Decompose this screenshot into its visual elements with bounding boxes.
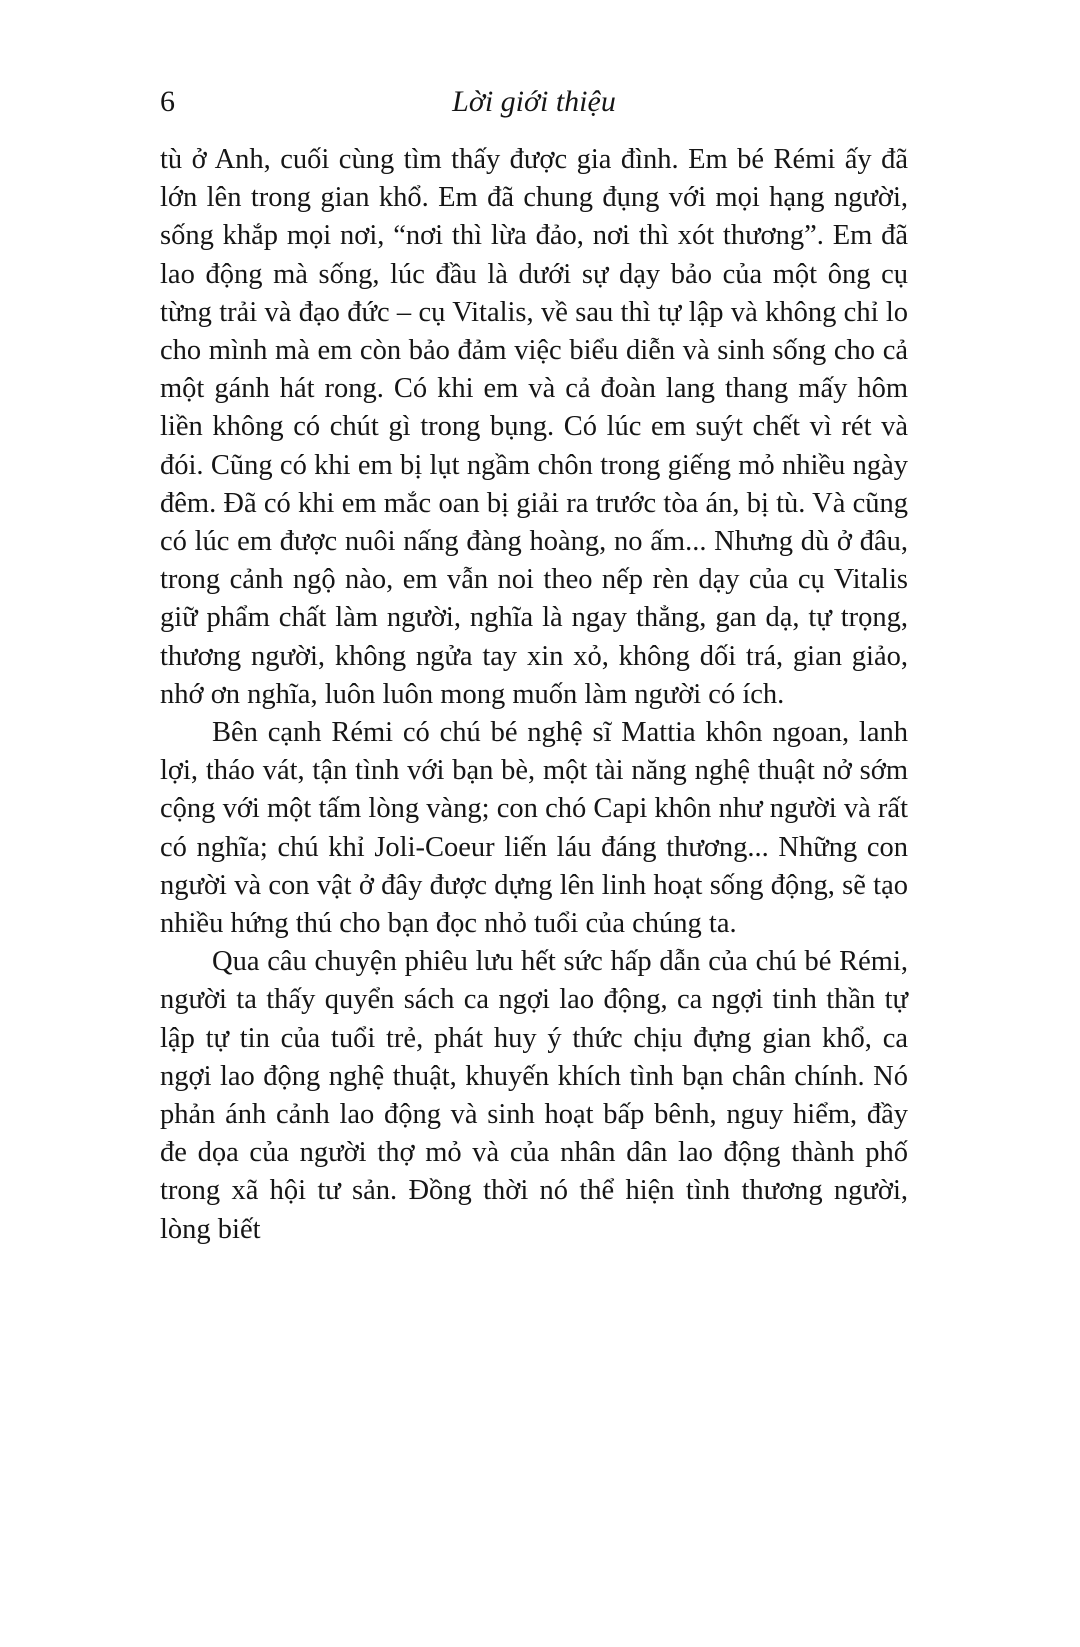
- paragraph: Qua câu chuyện phiêu lưu hết sức hấp dẫn của chú bé Rémi, người ta thấy quyển sách ca ngợi lao động, ca ngợi tinh thần tự lập tự tin của tuổi trẻ, phát huy ý thức chịu đựng gian khổ, ca ngợi lao động nghệ thuật, khuyến khích tình bạn chân chính. Nó phản ánh cảnh lao động và sinh hoạt bấp bênh, nguy hiểm, đầy đe dọa của người thợ mỏ và của nhân dân lao động thành phố trong xã hội tư sản. Đồng thời nó thể hiện tình thương người, lòng biết: [160, 946, 908, 1245]
- body-text-block: [160, 141, 908, 1249]
- paragraph-continuation: tù ở Anh, cuối cùng tìm thấy được gia đình. Em bé Rémi ấy đã lớn lên trong gian khổ. Em đã chung đụng với mọi hạng người, sống khắp mọi nơi, “nơi thì lừa đảo, nơi thì xót thương”. Em đã lao động mà sống, lúc đầu là dưới sự dạy bảo của một ông cụ từng trải và đạo đức – cụ Vitalis, về sau thì tự lập và không chỉ lo cho mình mà em còn bảo đảm việc biểu diễn và sinh sống cho cả một gánh hát rong. Có khi em và cả đoàn lang thang mấy hôm liền không có chút gì trong bụng. Có lúc em suýt chết vì rét và đói. Cũng có khi em bị lụt ngầm chôn trong giếng mỏ nhiều ngày đêm. Đã có khi em mắc oan bị giải ra trước tòa án, bị tù. Và cũng có lúc em được nuôi nấng đàng hoàng, no ấm... Nhưng dù ở đâu, trong cảnh ngộ nào, em vẫn noi theo nếp rèn dạy của cụ Vitalis giữ phẩm chất làm người, nghĩa là ngay thẳng, gan dạ, tự trọng, thương người, không ngửa tay xin xỏ, không dối trá, gian giảo, nhớ ơn nghĩa, luôn luôn mong muốn làm người có ích.: [160, 144, 908, 710]
- running-title: Lời giới thiệu: [452, 85, 616, 118]
- paragraph: Bên cạnh Rémi có chú bé nghệ sĩ Mattia khôn ngoan, lanh lợi, tháo vát, tận tình với bạn bè, một tài năng nghệ thuật nở sớm cộng với một tấm lòng vàng; con chó Capi khôn như người và rất có nghĩa; chú khỉ Joli-Coeur liến láu đáng thương... Những con người và con vật ở đây được dựng lên linh hoạt sống động, sẽ tạo nhiều hứng thú cho bạn đọc nhỏ tuổi của chúng ta.: [160, 717, 908, 940]
- page-number: 6: [160, 85, 175, 118]
- running-head: [160, 82, 908, 122]
